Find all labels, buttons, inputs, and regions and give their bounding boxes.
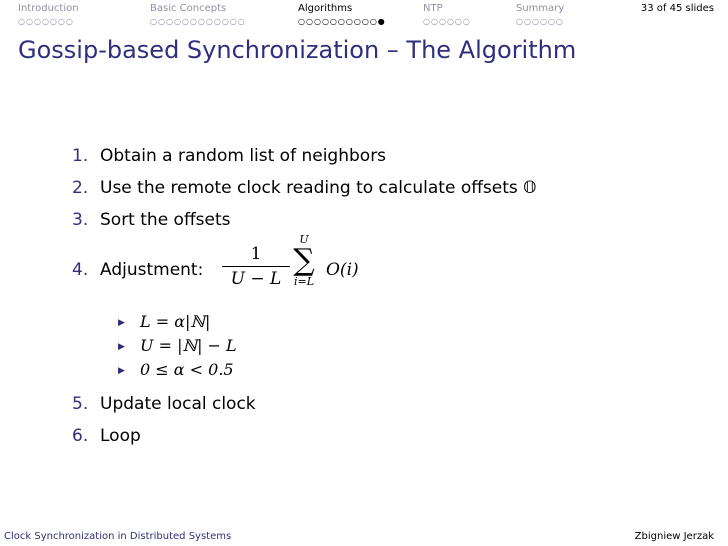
nav-section-basic-concepts[interactable] — [150, 3, 246, 27]
nav-section-label: NTP — [423, 3, 443, 14]
fraction-numerator: 1 — [250, 244, 262, 264]
step-text: Adjustment: — [100, 260, 204, 280]
step-item — [72, 210, 231, 230]
section-navigation — [0, 0, 728, 32]
step-text: Update local clock — [100, 394, 256, 414]
sub-item — [118, 360, 234, 379]
step-text: Sort the offsets — [100, 210, 231, 230]
summation-term: O(i) — [326, 260, 359, 280]
nav-section-ntp[interactable] — [423, 3, 471, 27]
nav-slide-dots[interactable]: ○○○○○○ — [423, 17, 471, 26]
summation — [286, 234, 322, 288]
nav-slide-dots[interactable]: ○○○○○○○○○○○○ — [150, 17, 246, 26]
fraction-bar — [222, 266, 290, 267]
nav-section-summary[interactable] — [516, 3, 564, 27]
summation-upper-limit: U — [299, 233, 309, 246]
step-number: 4. — [72, 260, 89, 280]
step-number: 1. — [72, 146, 89, 166]
sub-item-text: U = |ℕ| − L — [140, 336, 237, 355]
step-number: 5. — [72, 394, 89, 414]
summation-lower-limit: i=L — [293, 275, 315, 288]
nav-slide-dots[interactable]: ○○○○○○○ — [18, 17, 74, 26]
step-item — [72, 146, 386, 166]
nav-section-algorithms[interactable] — [298, 3, 386, 27]
step-text: Use the remote clock reading to calculate offsets 𝕆 — [100, 178, 537, 198]
bullet-triangle-icon: ▶ — [118, 342, 125, 352]
step-text: Obtain a random list of neighbors — [100, 146, 387, 166]
bullet-triangle-icon: ▶ — [118, 366, 125, 376]
slide-title: Gossip-based Synchronization – The Algorithm — [18, 36, 577, 64]
step-number: 6. — [72, 426, 89, 446]
nav-section-label: Basic Concepts — [150, 3, 227, 14]
step-item — [72, 394, 256, 414]
nav-slide-dots[interactable]: ○○○○○○○○○○● — [298, 17, 386, 26]
sub-item-text: 0 ≤ α < 0.5 — [140, 360, 234, 379]
adjustment-fraction — [222, 244, 290, 289]
sigma-symbol: ∑ — [293, 243, 315, 278]
footer-author: Zbigniew Jerzak — [634, 531, 714, 542]
nav-section-label: Introduction — [18, 3, 79, 14]
footer-presentation-title: Clock Synchronization in Distributed Systems — [4, 531, 232, 542]
nav-section-label: Summary — [516, 3, 565, 14]
nav-section-label: Algorithms — [298, 3, 353, 14]
step-text: Loop — [100, 426, 141, 446]
step-number: 3. — [72, 210, 89, 230]
step-item — [72, 178, 537, 198]
sub-item — [118, 312, 210, 331]
step-number: 2. — [72, 178, 89, 198]
step-item — [72, 426, 141, 446]
nav-section-introduction[interactable] — [18, 3, 79, 27]
fraction-denominator: U − L — [230, 269, 282, 289]
step-item — [72, 260, 203, 280]
sub-item-text: L = α|ℕ| — [140, 312, 211, 331]
bullet-triangle-icon: ▶ — [118, 318, 125, 328]
slide-counter: 33 of 45 slides — [640, 3, 714, 14]
sub-item — [118, 336, 237, 355]
nav-slide-dots[interactable]: ○○○○○○ — [516, 17, 564, 26]
